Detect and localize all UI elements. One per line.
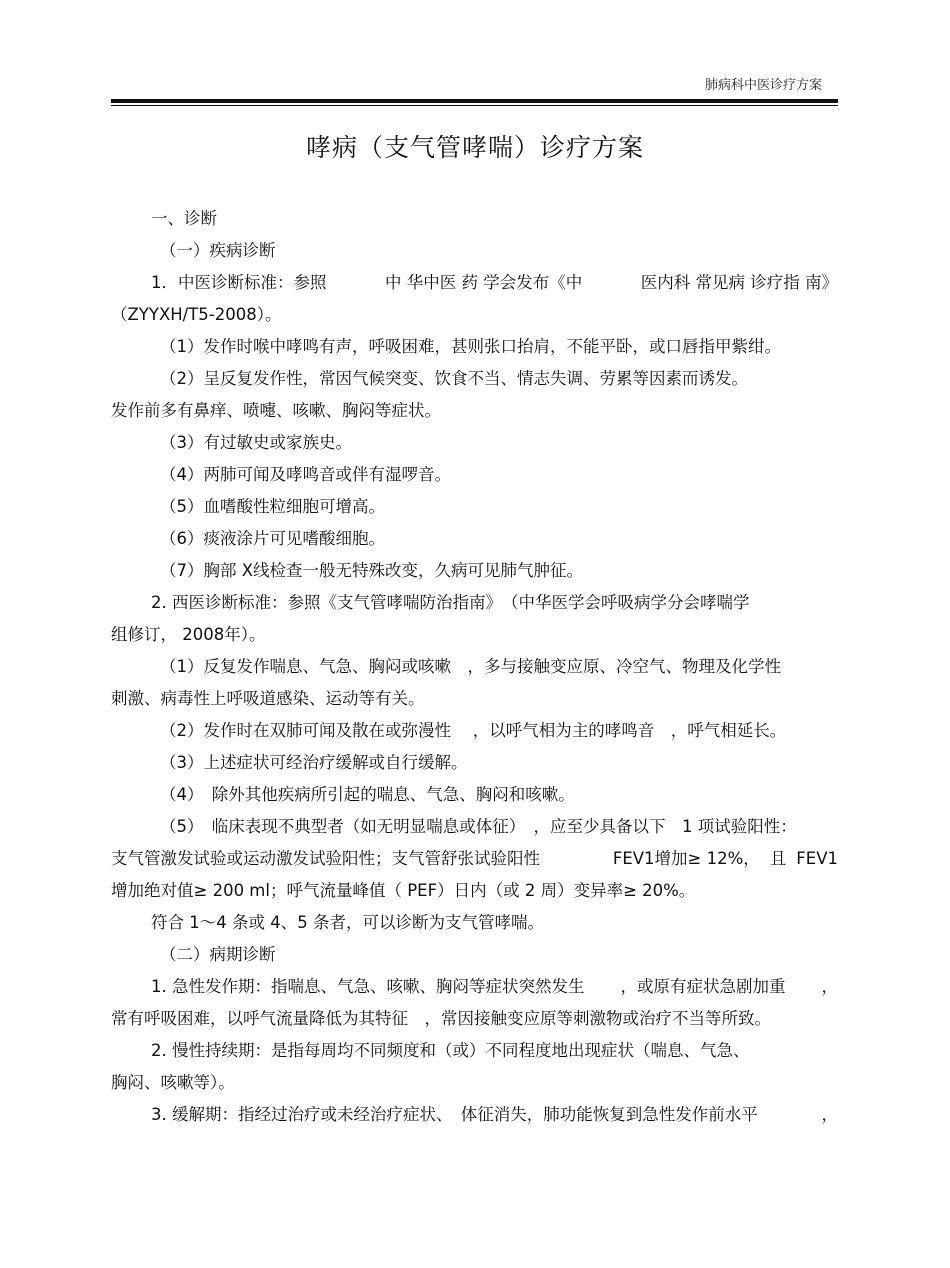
header-rule-thick [111,99,838,103]
western-criteria-heading-continued: 组修订， 2008年）。 [111,625,266,644]
western-criterion-5-tests [111,851,838,868]
document-title: 哮病（支气管哮喘）诊疗方案 [305,133,644,162]
stage-chronic-continued: 胸闷、咳嗽等）。 [111,1073,235,1092]
stage-acute-part: ， [821,977,838,996]
western-criterion-1: （1）反复发作喘息、气急、胸闷或咳嗽 ，多与接触变应原、冷空气、物理及化学性 [160,657,781,676]
tcm-criteria-standard-code: （ZYYXH/T5-2008）。 [111,305,282,324]
western-criterion-2: （2）发作时在双肺可闻及散在或弥漫性 ，以呼气相为主的哮鸣音 ，呼气相延长。 [160,721,787,740]
western-criterion-5-part: 支气管激发试验或运动激发试验阳性；支气管舒张试验阳性 [111,849,540,868]
tcm-criterion-6: （6）痰液涂片可见嗜酸细胞。 [160,529,385,548]
stage-chronic: 2. 慢性持续期：是指每周均不同频度和（或）不同程度地出现症状（喘息、气急、 [151,1041,750,1060]
subsection-heading-disease-diagnosis: （一）疾病诊断 [160,241,276,260]
western-criterion-1-continued: 刺激、病毒性上呼吸道感染、运动等有关。 [111,689,425,708]
stage-remission-part: 3. 缓解期：指经过治疗或未经治疗症状、 体征消失，肺功能恢复到急性发作前水平 [151,1105,758,1124]
stage-acute-continued: 常有呼吸困难，以呼气流量降低为其特征 ，常因接触变应原等刺激物或治疗不当等所致。 [111,1009,771,1028]
tcm-criteria-part: 医内科 常见病 诊疗指 南》 [640,273,838,292]
diagnosis-conclusion: 符合 1～4 条或 4、5 条者，可以诊断为支气管哮喘。 [151,913,544,932]
tcm-criterion-3: （3）有过敏史或家族史。 [160,433,352,452]
western-criterion-5-part: FEV1 [796,849,838,868]
section-heading-diagnosis: 一、诊断 [151,209,217,228]
western-criterion-5-continued: 增加绝对值≥ 200 ml；呼气流量峰值（ PEF）日内（或 2 周）变异率≥ 20%。 [111,881,696,900]
western-criterion-3: （3）上述症状可经治疗缓解或自行缓解。 [160,753,468,772]
western-criterion-5-part: 且 [769,849,787,868]
tcm-criterion-4: （4）两肺可闻及哮鸣音或伴有湿啰音。 [160,465,451,484]
subsection-heading-stage-diagnosis: （二）病期诊断 [160,945,276,964]
stage-remission [111,1107,838,1124]
tcm-criterion-2-continued: 发作前多有鼻痒、喷嚏、咳嗽、胸闷等症状。 [111,401,441,420]
stage-remission-part: ， [821,1105,838,1124]
stage-acute [111,979,838,996]
tcm-criterion-7: （7）胸部 X线检查一般无特殊改变，久病可见肺气肿征。 [160,561,584,580]
western-criterion-5-part: FEV1增加≥ 12%， [612,849,760,868]
tcm-criterion-5: （5）血嗜酸性粒细胞可增高。 [160,497,385,516]
tcm-criteria-heading [111,275,838,292]
western-criterion-4: （4） 除外其他疾病所引起的喘息、气急、胸闷和咳嗽。 [160,785,575,804]
tcm-criteria-part: 中 华中医 药 学会发布《中 [385,273,583,292]
tcm-criteria-part: 1．中医诊断标准：参照 [151,273,327,292]
tcm-criterion-1: （1）发作时喉中哮鸣有声，呼吸困难，甚则张口抬肩，不能平卧，或口唇指甲紫绀。 [160,337,781,356]
running-header: 肺病科中医诊疗方案 [704,78,822,93]
tcm-criterion-2: （2）呈反复发作性，常因气候突变、饮食不当、情志失调、劳累等因素而诱发。 [160,369,748,388]
stage-acute-part: 1. 急性发作期：指喘息、气急、咳嗽、胸闷等症状突然发生 [151,977,585,996]
header-rule-thin [111,105,838,106]
stage-acute-part: ，或原有症状急剧加重 [620,977,786,996]
western-criterion-5: （5） 临床表现不典型者（如无明显喘息或体征） ，应至少具备以下 1 项试验阳性： [160,817,797,836]
western-criteria-heading: 2. 西医诊断标准：参照《支气管哮喘防治指南》 （中华医学会呼吸病学分会哮喘学 [151,593,750,612]
